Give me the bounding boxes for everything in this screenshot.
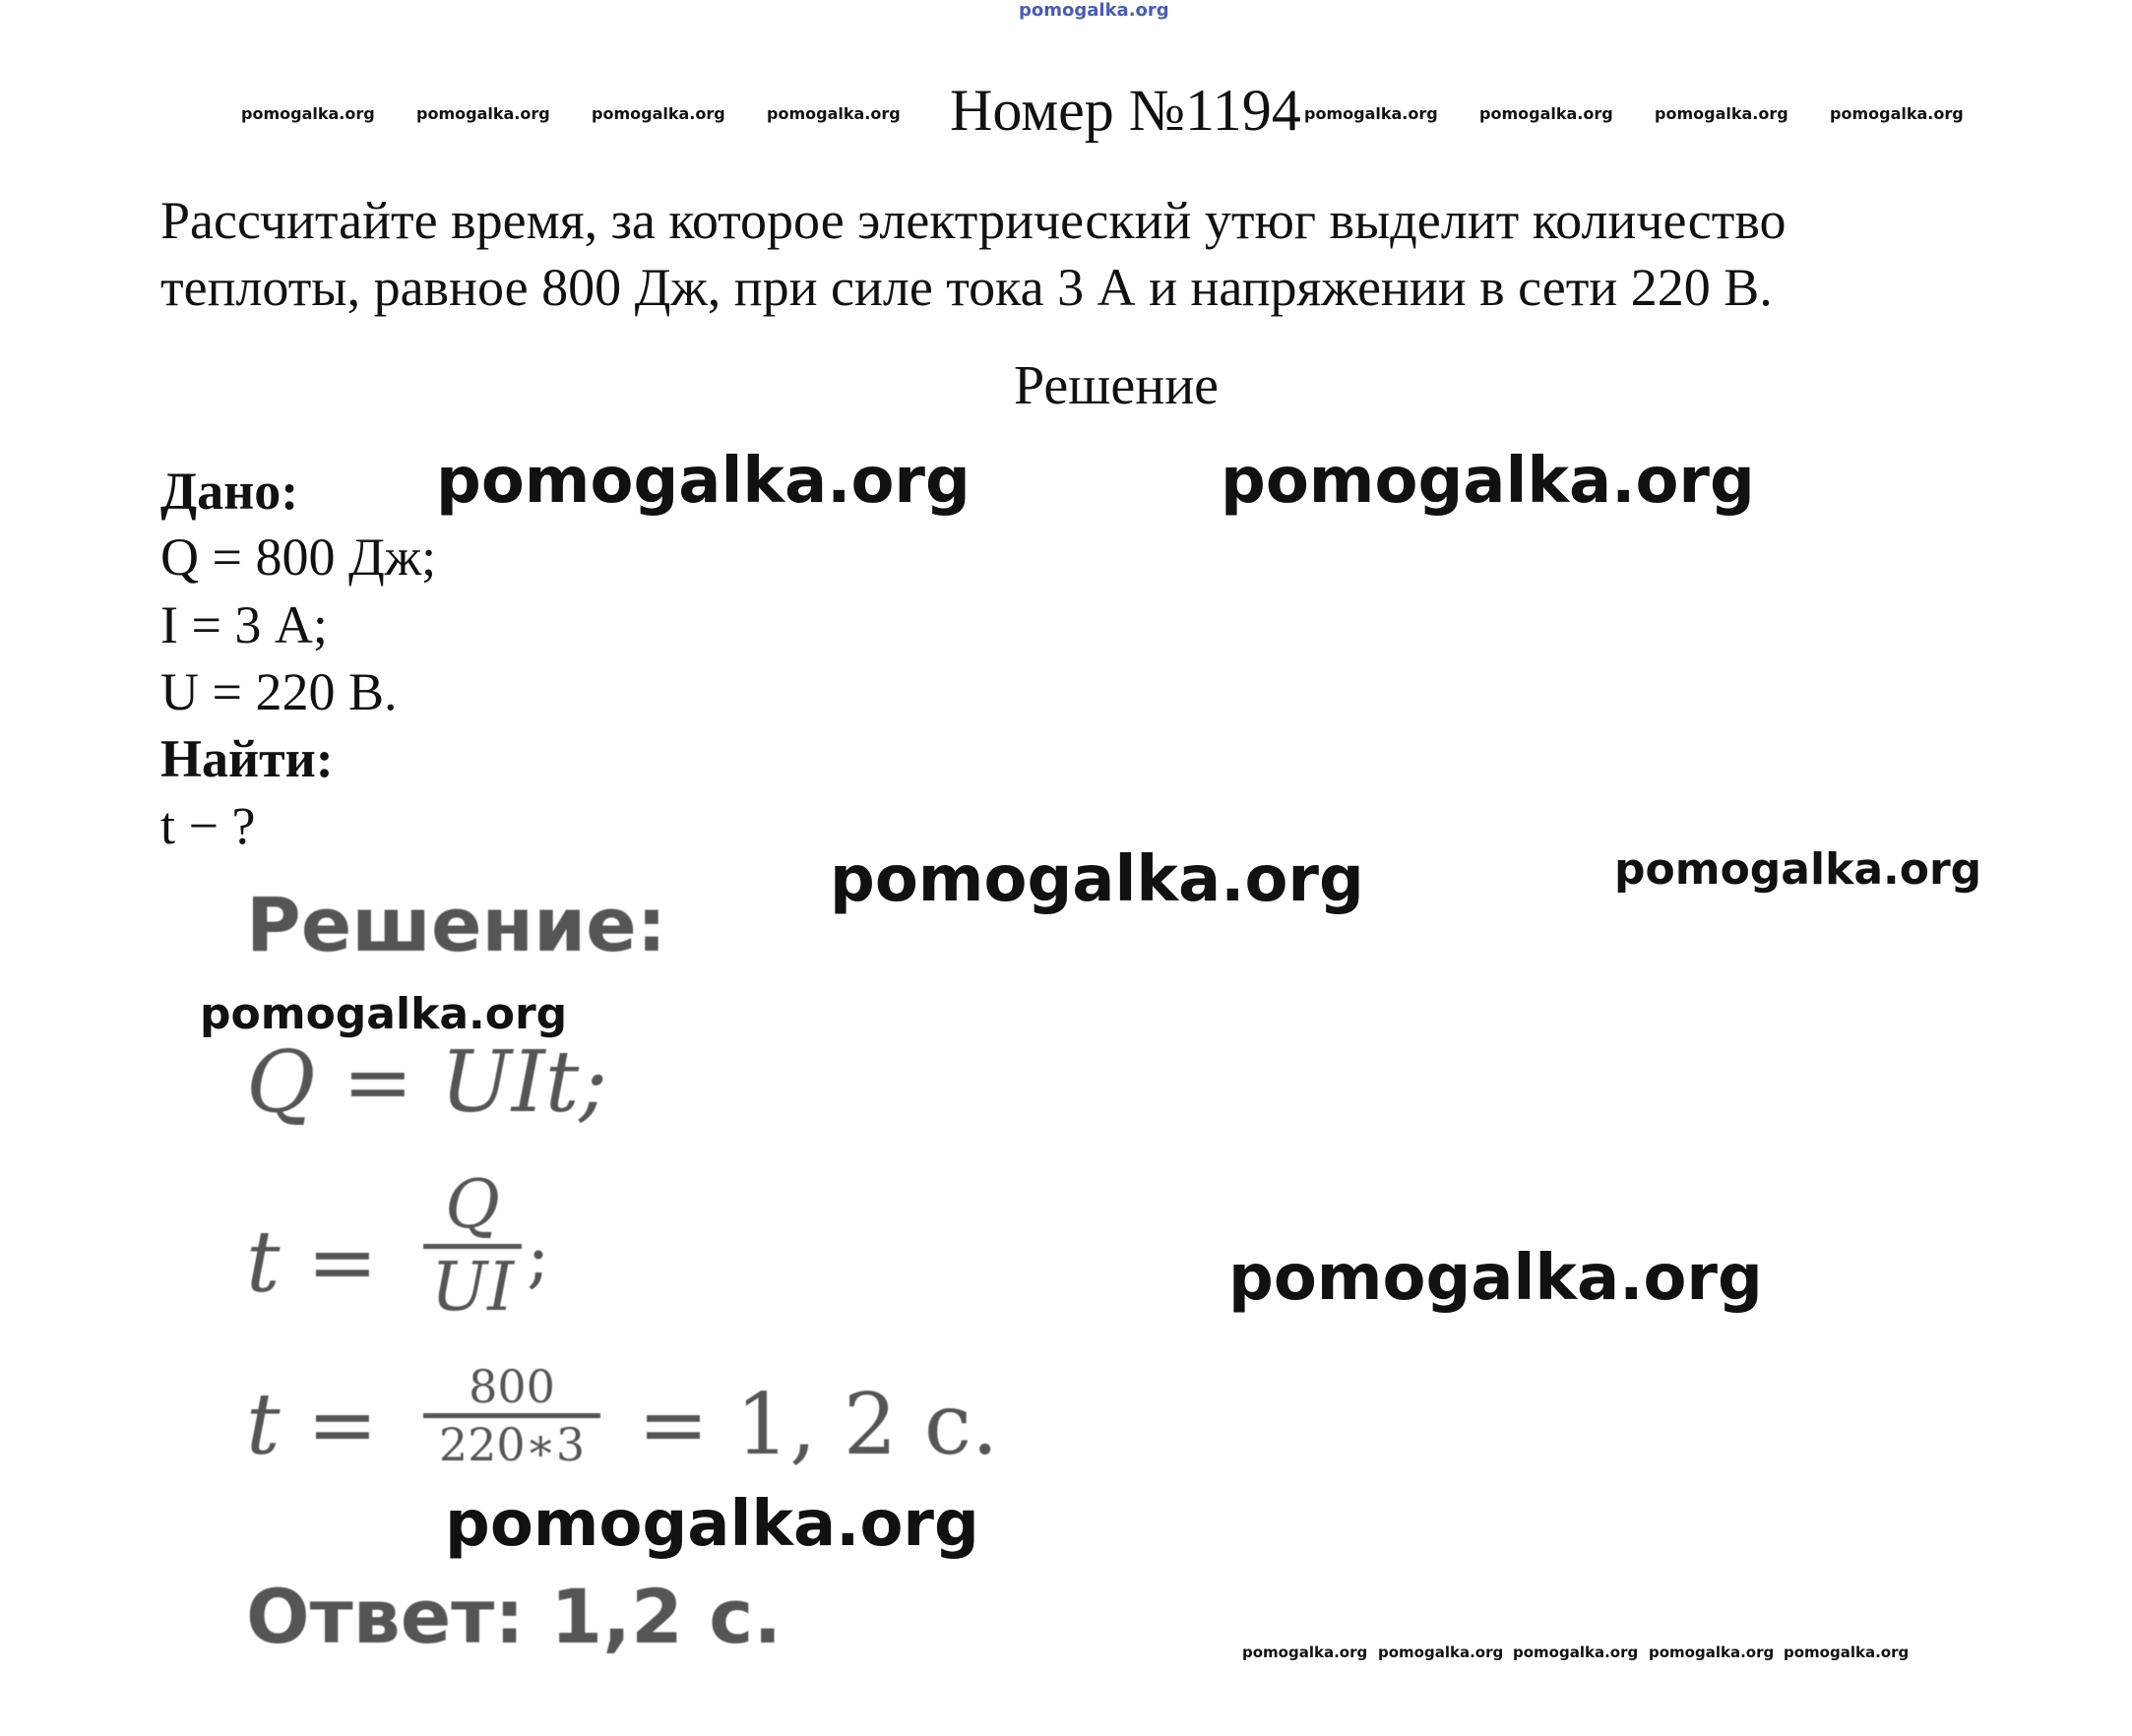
fraction-800-over-220x3	[423, 1360, 600, 1471]
watermark: pomogalka.org	[1513, 1643, 1639, 1661]
watermark: pomogalka.org	[1830, 104, 1964, 123]
find-item: t − ?	[160, 796, 256, 855]
watermark: pomogalka.org	[1479, 104, 1613, 123]
page-title: Номер №1194	[950, 78, 1301, 143]
watermark: pomogalka.org	[436, 445, 971, 518]
formula3-lhs: t =	[246, 1376, 378, 1474]
fraction-denominator: 220∗3	[438, 1418, 586, 1471]
watermark: pomogalka.org	[1784, 1643, 1910, 1661]
given-item-q: Q = 800 Дж;	[160, 527, 437, 587]
watermark: pomogalka.org	[1649, 1643, 1775, 1661]
watermark: pomogalka.org	[1242, 1643, 1368, 1661]
find-label: Найти:	[160, 729, 334, 788]
watermark: pomogalka.org	[1378, 1643, 1504, 1661]
watermark: pomogalka.org	[1228, 1242, 1763, 1315]
formula3-result: = 1, 2 с.	[638, 1376, 999, 1474]
formula-t-lhs: t =	[246, 1213, 378, 1312]
fraction-numerator: 800	[469, 1360, 555, 1413]
watermark-top-link[interactable]: pomogalka.org	[1019, 0, 1169, 21]
watermark: pomogalka.org	[241, 104, 375, 123]
task-line-2: теплоты, равное 800 Дж, при силе тока 3 А и напряжении в сети 220 В.	[160, 258, 1773, 317]
watermark: pomogalka.org	[1221, 445, 1755, 518]
watermark: pomogalka.org	[1614, 844, 1982, 895]
given-item-i: I = 3 А;	[160, 595, 328, 654]
watermark: pomogalka.org	[445, 1488, 979, 1561]
watermark: pomogalka.org	[200, 989, 568, 1039]
given-label: Дано:	[160, 462, 299, 521]
answer: Ответ: 1,2 с.	[246, 1573, 783, 1660]
solution-heading: Решение	[1014, 355, 1220, 416]
watermark: pomogalka.org	[1304, 104, 1438, 123]
fraction-numerator: Q	[445, 1166, 500, 1244]
formula-q-uit: Q = UIt;	[246, 1033, 608, 1132]
formula-semicolon: ;	[527, 1216, 550, 1297]
watermark: pomogalka.org	[1655, 104, 1788, 123]
watermark: pomogalka.org	[416, 104, 550, 123]
task-line-1: Рассчитайте время, за которое электрический утюг выделит количество	[160, 191, 1787, 250]
watermark: pomogalka.org	[830, 843, 1364, 916]
watermark: pomogalka.org	[767, 104, 901, 123]
fraction-q-over-ui	[423, 1166, 522, 1327]
watermark: pomogalka.org	[592, 104, 725, 123]
given-item-u: U = 220 В.	[160, 662, 398, 721]
solution-label: Решение:	[246, 881, 667, 968]
fraction-denominator: UI	[430, 1249, 515, 1327]
